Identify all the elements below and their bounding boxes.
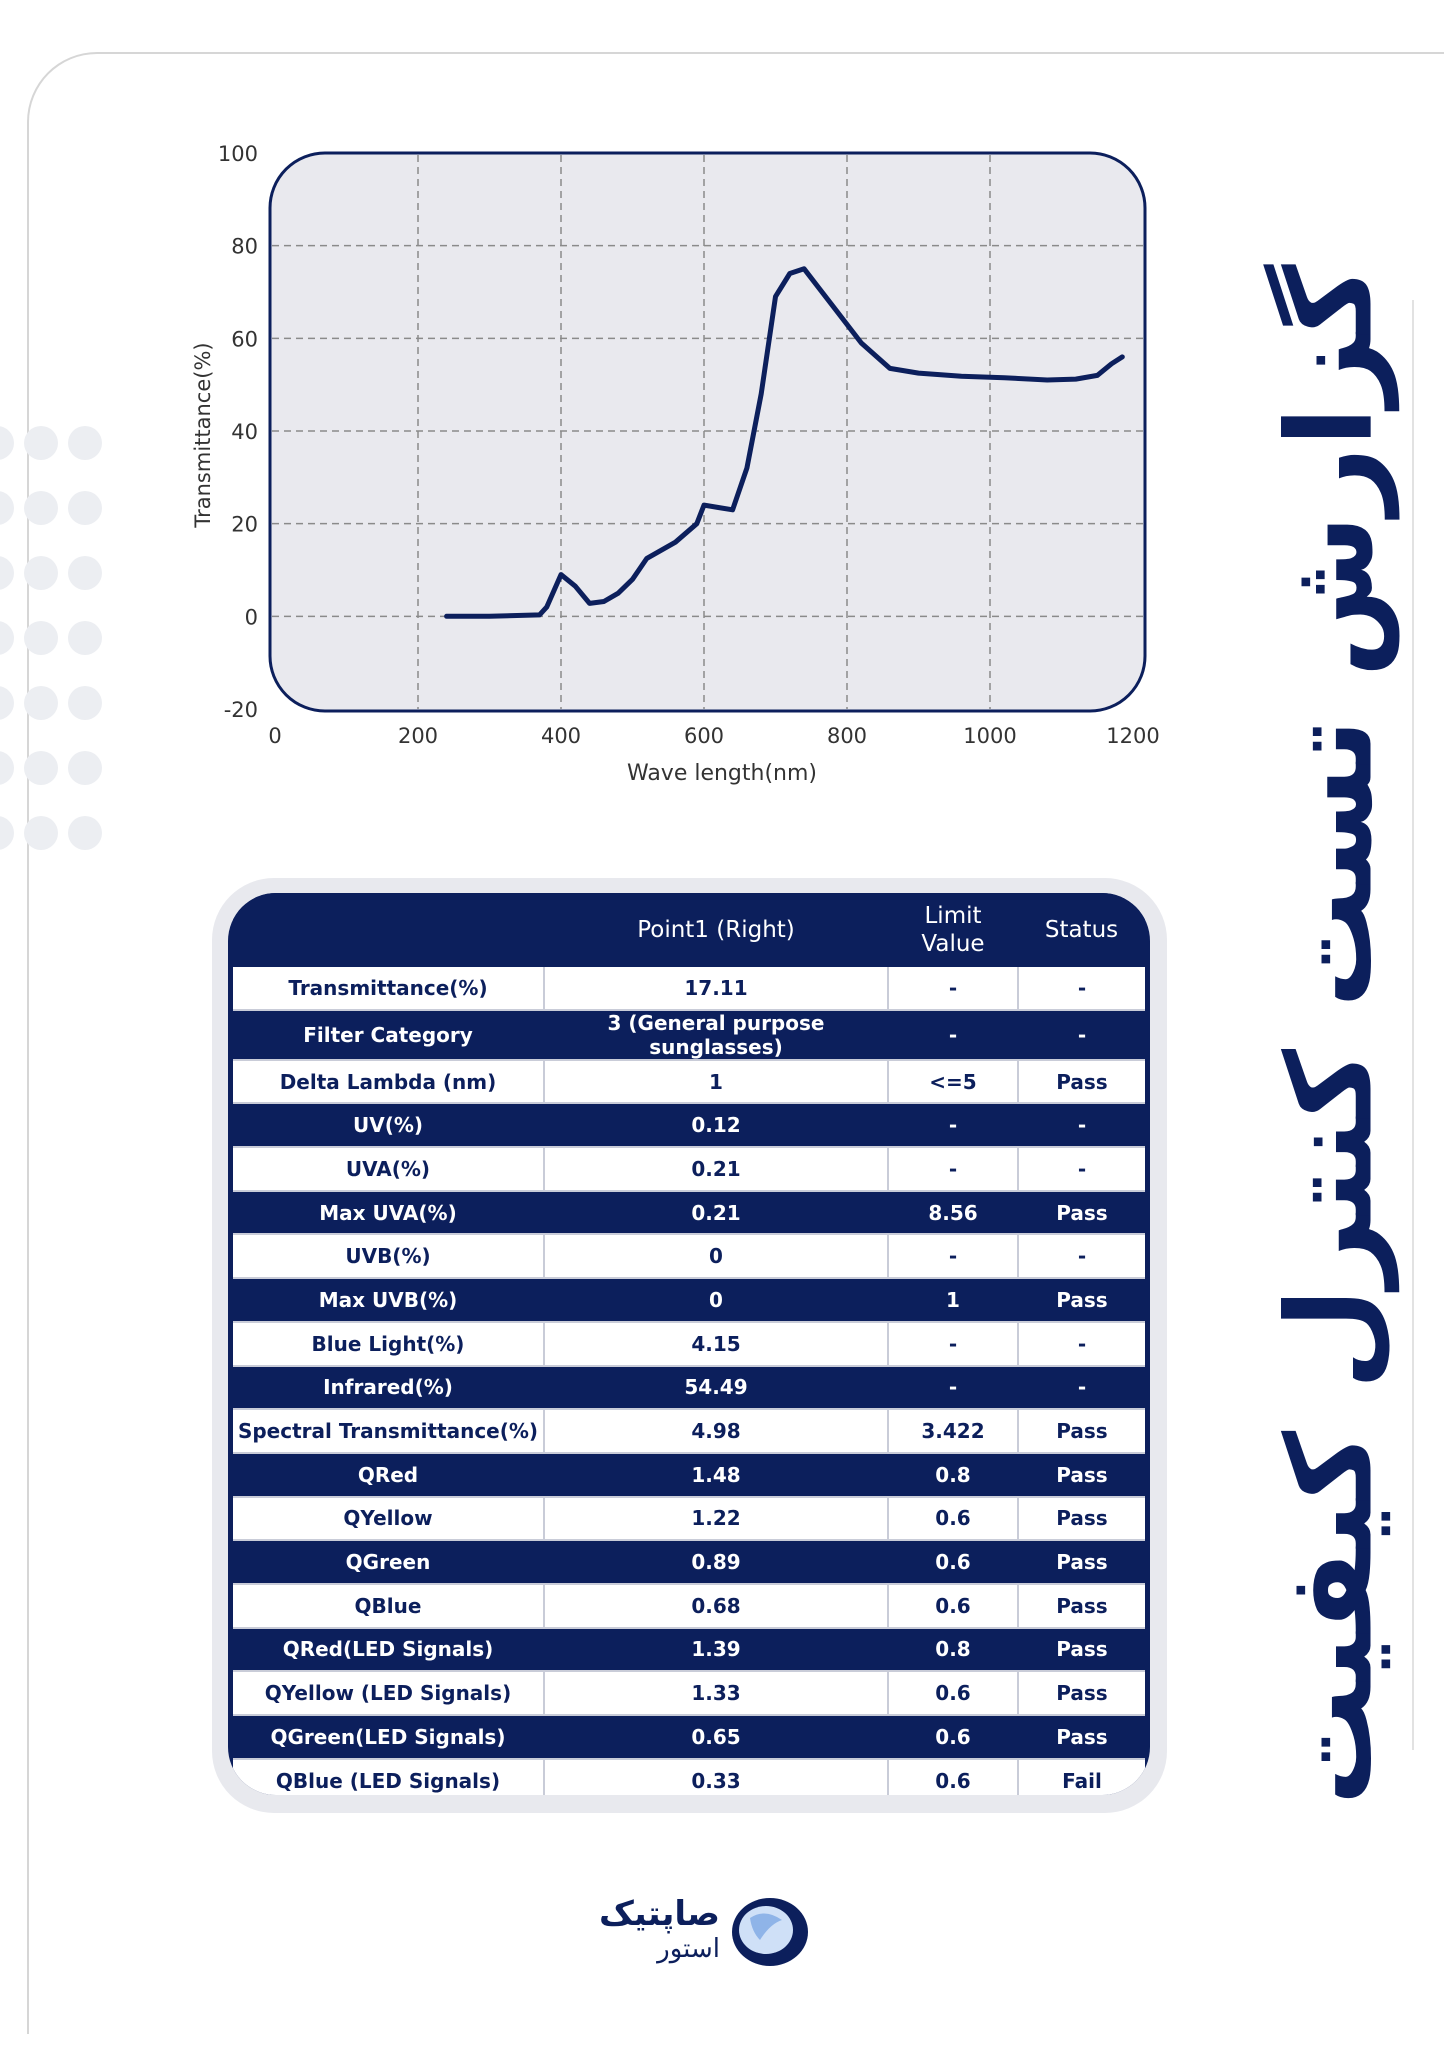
table-row (233, 1497, 1145, 1541)
row-status-cell: Pass (1018, 1628, 1145, 1672)
row-parameter-cell: Blue Light(%) (233, 1322, 544, 1366)
decorative-dot (0, 816, 14, 850)
row-point1-cell: 1.22 (544, 1497, 888, 1541)
row-point1-cell: 4.15 (544, 1322, 888, 1366)
row-parameter-cell: UVB(%) (233, 1234, 544, 1278)
row-point1-cell: 0.12 (544, 1103, 888, 1147)
row-status-cell: - (1018, 1234, 1145, 1278)
row-limit-cell: 0.6 (888, 1497, 1018, 1541)
table-row (233, 1366, 1145, 1410)
row-limit-cell: <=5 (888, 1060, 1018, 1104)
row-limit-cell: 3.422 (888, 1409, 1018, 1453)
y-tick-label: 40 (231, 420, 258, 444)
row-point1-cell: 0.33 (544, 1759, 888, 1795)
row-point1-cell: 4.98 (544, 1409, 888, 1453)
row-status-cell: Pass (1018, 1191, 1145, 1235)
row-point1-cell: 0 (544, 1234, 888, 1278)
row-status-cell: - (1018, 1366, 1145, 1410)
row-status-cell: Pass (1018, 1497, 1145, 1541)
brand-wordmark (560, 1895, 720, 1965)
table-row (233, 1060, 1145, 1104)
decorative-dot (24, 816, 58, 850)
x-tick-label: 200 (397, 724, 439, 748)
report-title-text: گزارش تست کنترل کیفیت (1261, 264, 1400, 1806)
table-row (233, 1715, 1145, 1759)
header-parameter (233, 893, 544, 967)
table-row (233, 1010, 1145, 1060)
row-parameter-cell: Spectral Transmittance(%) (233, 1409, 544, 1453)
row-limit-cell: 0.6 (888, 1715, 1018, 1759)
row-point1-cell: 0.65 (544, 1715, 888, 1759)
row-limit-cell: - (888, 967, 1018, 1010)
row-point1-cell: 1.33 (544, 1671, 888, 1715)
row-point1-cell: 17.11 (544, 967, 888, 1010)
row-limit-cell: - (888, 1322, 1018, 1366)
transmittance-chart (0, 0, 1450, 820)
row-limit-cell: 0.8 (888, 1628, 1018, 1672)
table-row (233, 1409, 1145, 1453)
header-point1: Point1 (Right) (544, 893, 888, 967)
x-tick-label: 400 (540, 724, 582, 748)
results-table (233, 893, 1145, 1795)
y-tick-label: 0 (244, 605, 258, 630)
x-tick-label: 1200 (1106, 724, 1160, 748)
row-status-cell: Pass (1018, 1715, 1145, 1759)
row-parameter-cell: QYellow (233, 1497, 544, 1541)
results-table-card (228, 893, 1150, 1795)
table-body (233, 967, 1145, 1795)
row-limit-cell: - (888, 1103, 1018, 1147)
brand-sub: استور (657, 1934, 720, 1964)
row-parameter-cell: QRed(LED Signals) (233, 1628, 544, 1672)
table-row (233, 1540, 1145, 1584)
row-parameter-cell: QRed (233, 1453, 544, 1497)
table-row (233, 967, 1145, 1010)
row-parameter-cell: Filter Category (233, 1010, 544, 1060)
table-row (233, 1147, 1145, 1191)
row-limit-cell: - (888, 1366, 1018, 1410)
table-row (233, 1103, 1145, 1147)
row-parameter-cell: Max UVA(%) (233, 1191, 544, 1235)
row-status-cell: Pass (1018, 1453, 1145, 1497)
table-row (233, 1628, 1145, 1672)
row-point1-cell: 1.39 (544, 1628, 888, 1672)
row-point1-cell: 1 (544, 1060, 888, 1104)
row-limit-cell: 0.8 (888, 1453, 1018, 1497)
row-limit-cell: 0.6 (888, 1584, 1018, 1628)
decorative-dot (68, 816, 102, 850)
row-point1-cell: 0 (544, 1278, 888, 1322)
row-point1-cell: 0.89 (544, 1540, 888, 1584)
row-limit-cell: 0.6 (888, 1759, 1018, 1795)
row-parameter-cell: QBlue (LED Signals) (233, 1759, 544, 1795)
x-tick-label: 800 (826, 724, 868, 748)
row-parameter-cell: Infrared(%) (233, 1366, 544, 1410)
table-row (233, 1278, 1145, 1322)
row-limit-cell: - (888, 1234, 1018, 1278)
x-tick-labels (268, 724, 1159, 748)
row-parameter-cell: QBlue (233, 1584, 544, 1628)
x-tick-label: 1000 (963, 724, 1017, 748)
row-point1-cell: 0.21 (544, 1147, 888, 1191)
row-parameter-cell: Transmittance(%) (233, 967, 544, 1010)
table-row (233, 1322, 1145, 1366)
y-tick-label: 20 (231, 512, 258, 537)
y-tick-label: 80 (231, 234, 258, 259)
header-limit-value (888, 893, 1018, 967)
y-tick-labels (218, 142, 258, 722)
row-point1-cell: 54.49 (544, 1366, 888, 1410)
row-status-cell: - (1018, 1010, 1145, 1060)
y-tick-label: -20 (223, 698, 258, 722)
row-status-cell: Pass (1018, 1671, 1145, 1715)
row-parameter-cell: QGreen (233, 1540, 544, 1584)
table-row (233, 1234, 1145, 1278)
row-parameter-cell: Delta Lambda (nm) (233, 1060, 544, 1104)
report-title (1255, 264, 1405, 1806)
row-status-cell: - (1018, 1147, 1145, 1191)
table-row (233, 1191, 1145, 1235)
row-status-cell: - (1018, 967, 1145, 1010)
row-status-cell: Pass (1018, 1409, 1145, 1453)
y-tick-label: 60 (231, 327, 258, 352)
y-axis-label: Transmittance(%) (191, 342, 215, 528)
brand-name: صاپتیک (599, 1894, 720, 1934)
row-status-cell: - (1018, 1103, 1145, 1147)
x-tick-label: 0 (268, 724, 282, 748)
row-limit-cell: 0.6 (888, 1671, 1018, 1715)
table-row (233, 1453, 1145, 1497)
row-status-cell: Pass (1018, 1540, 1145, 1584)
plot-area (270, 153, 1145, 711)
row-parameter-cell: UV(%) (233, 1103, 544, 1147)
row-status-cell: Pass (1018, 1278, 1145, 1322)
row-parameter-cell: Max UVB(%) (233, 1278, 544, 1322)
row-limit-cell: 1 (888, 1278, 1018, 1322)
row-limit-cell: - (888, 1147, 1018, 1191)
table-row (233, 1759, 1145, 1795)
row-point1-cell: 3 (General purpose sunglasses) (544, 1010, 888, 1060)
table-row (233, 1584, 1145, 1628)
table-header-row (233, 893, 1145, 967)
row-status-cell: Fail (1018, 1759, 1145, 1795)
row-limit-cell: 0.6 (888, 1540, 1018, 1584)
x-axis-label: Wave length(nm) (626, 761, 818, 786)
header-limit-value-text: Limit Value (921, 903, 985, 957)
row-point1-cell: 0.68 (544, 1584, 888, 1628)
row-status-cell: - (1018, 1322, 1145, 1366)
header-status: Status (1018, 893, 1145, 967)
row-parameter-cell: QGreen(LED Signals) (233, 1715, 544, 1759)
x-tick-label: 600 (683, 724, 725, 748)
row-point1-cell: 1.48 (544, 1453, 888, 1497)
table-row (233, 1671, 1145, 1715)
row-status-cell: Pass (1018, 1060, 1145, 1104)
row-status-cell: Pass (1018, 1584, 1145, 1628)
row-point1-cell: 0.21 (544, 1191, 888, 1235)
row-parameter-cell: UVA(%) (233, 1147, 544, 1191)
row-limit-cell: - (888, 1010, 1018, 1060)
row-limit-cell: 8.56 (888, 1191, 1018, 1235)
row-parameter-cell: QYellow (LED Signals) (233, 1671, 544, 1715)
y-tick-label: 100 (217, 142, 258, 166)
